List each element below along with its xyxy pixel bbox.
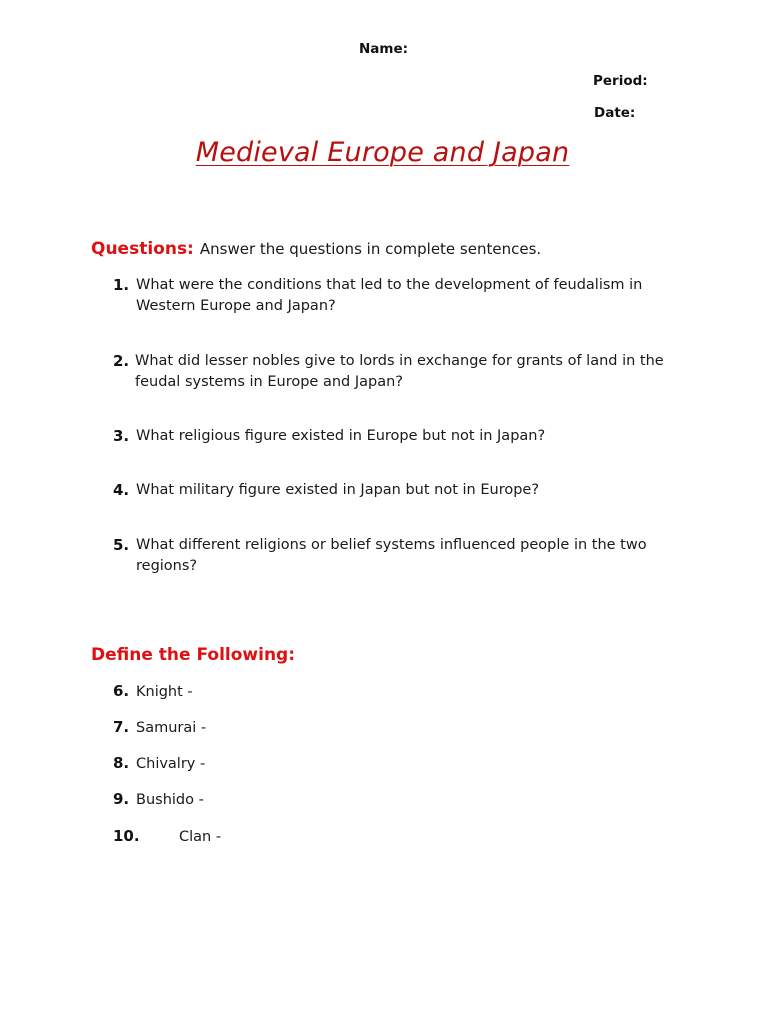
question-number: 2. <box>113 352 130 370</box>
question-number: 1. <box>113 276 130 294</box>
question-number: 3. <box>113 427 130 445</box>
term-number: 6. <box>113 682 130 700</box>
term-text: Samurai - <box>136 720 207 736</box>
question-text: What different religions or belief systems influenced people in the two regions? <box>136 537 647 574</box>
questions-instruction: Answer the questions in complete sentences. <box>199 240 542 258</box>
question-text: What did lesser nobles give to lords in exchange for grants of land in the feudal systems in Europe and Japan? <box>135 353 664 390</box>
term-text: Chivalry - <box>136 756 206 772</box>
question-number: 5. <box>113 536 130 554</box>
date-label: Date: <box>594 105 636 121</box>
questions-header <box>91 239 541 259</box>
term-number: 10. <box>113 827 140 845</box>
term-text: Bushido - <box>136 792 204 808</box>
term-text: Knight - <box>136 684 193 700</box>
question-text: What military figure existed in Japan but not in Europe? <box>136 482 540 498</box>
period-label: Period: <box>593 73 648 89</box>
name-label: Name: <box>359 41 409 57</box>
term-number: 8. <box>113 754 130 772</box>
term-number: 9. <box>113 790 130 808</box>
term-number: 7. <box>113 718 130 736</box>
question-text: What religious figure existed in Europe but not in Japan? <box>136 428 546 444</box>
question-text: What were the conditions that led to the development of feudalism in Western Europe and Japan? <box>136 277 643 314</box>
define-heading: Define the Following: <box>91 645 296 665</box>
term-text: Clan - <box>179 829 222 845</box>
question-number: 4. <box>113 481 130 499</box>
questions-label: Questions: <box>91 239 194 259</box>
page-title: Medieval Europe and Japan <box>195 137 570 168</box>
